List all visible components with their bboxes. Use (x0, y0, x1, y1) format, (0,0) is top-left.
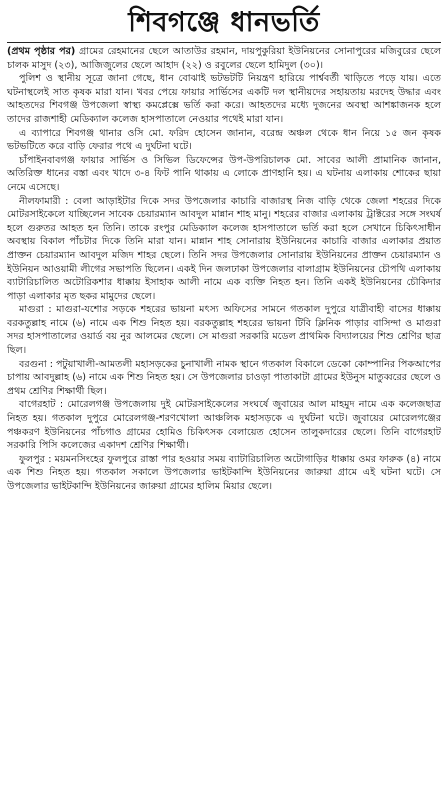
headline-divider (7, 42, 441, 43)
article-body (7, 45, 441, 494)
paragraph: ফুলপুর : ময়মনসিংহের ফুলপুরে রাস্তা পার হওয়ার সময় ব্যাটারিচালিত অটোগাড়ির ধাক্কায় ওমর ফারুক (৪) নামে এক শিশু নিহত হয়। গতকাল সকালে উপজেলার ভাইটকান্দি ইউনিয়নের জারুয়া গ্রামে এই ঘটনা ঘটে। সে উপজেলার ভাইটকান্দি ইউনিয়নের জারুয়া গ্রামের হালিম মিয়ার ছেলে। (7, 453, 441, 492)
paragraph: বরগুনা : পটুয়াখালী-আমতলী মহাসড়কের চুনাখালী নামক স্থানে গতকাল বিকালে ডেকো কোম্পানির পিকআপের চাপায় আবদুল্লাহ (৬) নামে এক শিশু নিহত হয়। সে উপজেলার চাওড়া পাতাকাটা গ্রামের ইউনুস মাতুব্বরের ছেলে ও প্রথম শ্রেণির শিক্ষার্থী ছিল। (7, 358, 441, 397)
continuation-label: (প্রথম পৃষ্ঠার পর) (7, 46, 76, 57)
paragraph: নীলফামারী : বেলা আড়াইটার দিকে সদর উপজেলার কাচারি বাজারস্থ নিজ বাড়ি থেকে জেলা শহরের দিকে মোটরসাইকেলে যাচ্ছিলেন সাবেক চেয়ারম্যান আবদুল মান্নান শাহ মানু। শহরের বাজার এলাকায় ট্রাক্টরের সঙ্গে সংঘর্ষ হলে গুরুতর আহত হন তিনি। তাকে রংপুর মেডিক্যাল কলেজ হাসপাতালে ভর্তি করা হলে সেখানে চিকিৎসাধীন অবস্থায় বিকাল পাঁচটার দিকে তিনি মারা যান। মান্নান শাহ সোনারায় ইউনিয়নের কাচারি বাজার এলাকার প্রয়াত প্রাক্তন চেয়ারম্যান আবদুল মজিদ শাহর ছেলে। তিনি সদর উপজেলার সোনারায় ইউনিয়নের প্রাক্তন চেয়ারম্যান ও ইউনিয়ন আওয়ামী লীগের সভাপতি ছিলেন। একই দিন জলঢাকা উপজেলার বালাগ্রাম ইউনিয়নের চৌপথি এলাকায় ব্যাটারিচালিত অটোরিকশার ধাক্কায় ইসাহাক আলী নামে এক ব্যক্তি নিহত হন। তিনি একই ইউনিয়নের চৌকিদার পাড়া এলাকার মৃত ছকর মামুদের ছেলে। (7, 195, 441, 302)
paragraph: মাগুরা : মাগুরা-যশোর সড়কে শহরের ভায়না মৎস্য অফিসের সামনে গতকাল দুপুরে যাত্রীবাহী বাসের ধাক্কায় বরকতুল্লাহ নামে (৬) নামে এক শিশু নিহত হয়। বরকতুল্লাহ শহরের ভায়না টিবি ক্লিনিক পাড়ার বাসিন্দা ও মাগুরা সদর হাসপাতালের ওয়ার্ড বয় নুর আলমের ছেলে। সে মাগুরা সরকারি মডেল প্রাথমিক বিদ্যালয়ের শিশু শ্রেণির ছাত্র ছিল। (7, 304, 442, 357)
paragraph: এ ব্যাপারে শিবগঞ্জ থানার ওসি মো. ফরিদ হোসেন জানান, বরেন্দ্র অঞ্চল থেকে ধান নিয়ে ১৫ জন কৃষক ভটভটিতে করে বাড়ি ফেরার পথে এ দুর্ঘটনা ঘটে। (7, 127, 441, 153)
paragraph (7, 45, 441, 72)
paragraph: বাগেরহাট : মোরেলগঞ্জ উপজেলায় দুই মোটরসাইকেলের সংঘর্ষে জুবায়ের আল মাহমুদ নামে এক কলেজছাত্র নিহত হয়। গতকাল দুপুরে মোরেলগঞ্জ-শরণখোলা আঞ্চলিক মহাসড়কে এ দুর্ঘটনা ঘটে। জুবায়ের মোরেলগঞ্জের পঞ্চকরণ ইউনিয়নের পাঁচগাও গ্রামের হোমিও চিকিৎসক বেলায়েত হোসেন তালুকদারের ছেলে। তিনি বাগেরহাট সরকারি পিসি কলেজের একাদশ শ্রেণির শিক্ষার্থী। (7, 399, 441, 452)
paragraph: চাঁপাইনবাবগঞ্জ ফায়ার সার্ভিস ও সিভিল ডিফেন্সের উপ-উপরিচালক মো. সাবের আলী প্রামানিক জানান, অতিরিক্ত ধানের বস্তা এবং খাদে ৩-৪ ফিট পানি থাকায় এ লোকে প্রাণহানি হয়। এ ঘটনায় এলাকায় শোকের ছায়া নেমে এসেছে। (7, 154, 441, 193)
headline: শিবগঞ্জে ধানভর্তি (128, 7, 320, 38)
paragraph: পুলিশ ও স্থানীয় সূত্রে জানা গেছে, ধান বোঝাই ভটভটটি নিয়ন্ত্রণ হারিয়ে পার্শ্ববর্তী খাড়িতে পড়ে যায়। এতে ঘটনাস্থলেই সাত কৃষক মারা যান। খবর পেয়ে ফায়ার সার্ভিসের একটি দল স্থানীয়দের সহায়তায় মরদেহ উদ্ধার এবং আহতদের শিবগঞ্জ উপজেলা স্বাস্থ্য কমপ্লেক্সে ভর্তি করা করে। আহতদের মধ্যে দুজনের অবস্থা আশঙ্কাজনক হলে তাদের রাজশাহী মেডিক্যাল কলেজ হাসপাতালে নেওয়ার পথেই মারা যান। (7, 73, 441, 125)
paragraph-text: গ্রামের রেহমানের ছেলে আতাউর রহমান, দায়পুকুরিয়া ইউনিয়নের সোনাপুরের মজিবুরের ছেলে চালক মাসুদ (২৩), আজিজুলের ছেলে আহাদ (২২) ও রবুলের ছেলে হামিদুল (৩০)। (7, 46, 441, 71)
